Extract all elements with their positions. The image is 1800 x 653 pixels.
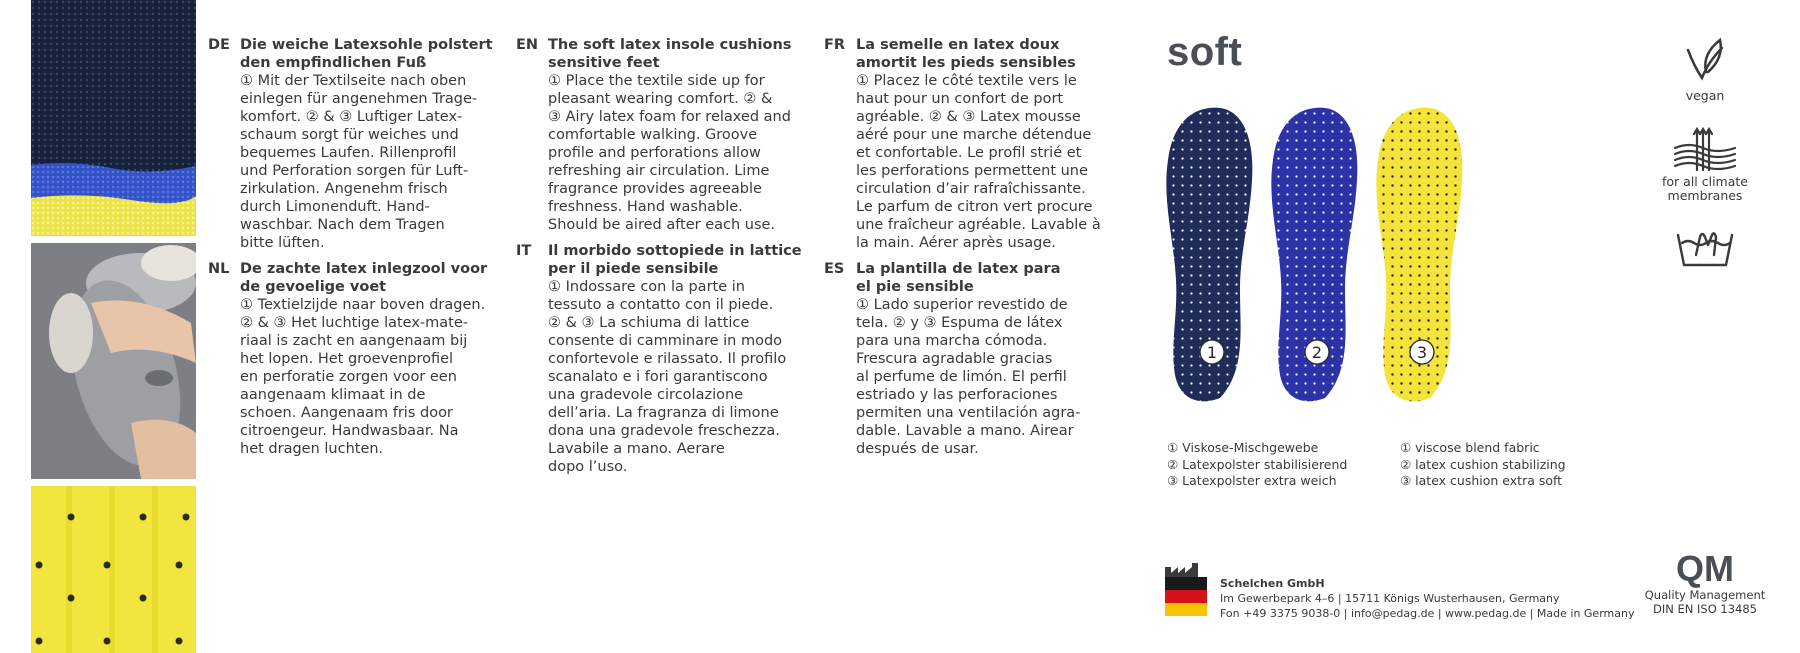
legend-item: ① viscose blend fabric [1400,440,1540,455]
section-nl [208,260,498,458]
legend-item: ① Viskose-Mischgewebe [1167,440,1319,455]
section-title: De zachte latex inlegzool voor de gevoelige voet [240,261,488,295]
qm-line1: Quality Management [1644,588,1766,602]
section-body: ① Mit der Textilseite nach oben einlegen für angenehmen Trage- komfort. ② & ③ Luftiger Latex- schaum sorgt für weiches und bequemes Laufen. Rillenprofil und Perforation sorgen für Luft- zirkulation. Angenehm frisch durch Limonenduft. Hand- waschbar. Nach dem Tragen bitte lüften. [240,73,478,251]
hands-image [31,243,196,479]
photo-hands-insole [31,243,196,479]
german-flag-factory-icon [1165,563,1210,617]
company-contact: Fon +49 3375 9038-0 | info@pedag.de | www.pedag.de | Made in Germany [1220,607,1635,620]
legend-item: ③ Latexpolster extra weich [1167,473,1337,488]
lang-code: DE [208,37,230,53]
section-body: ① Place the textile side up for pleasant wearing comfort. ② & ③ Airy latex foam for relaxed and comfortable walking. Groove profile and perforations allow refreshing air circulation. Lime fragrance provides agreeable freshness. Hand washable. Should be aired after each use. [548,73,791,233]
perforation-image [31,486,196,653]
section-fr [824,36,1114,252]
section-title: Die weiche Latexsohle polstert den empfindlichen Fuß [240,37,493,71]
insole-number-badge-2 [1305,340,1329,364]
legend-german [1167,440,1347,490]
brand-title: soft [1167,30,1243,74]
lang-code: FR [824,37,846,53]
vegan-badge [1660,32,1750,103]
section-title: Il morbido sottopiede in lattice per il piede sensibile [548,243,802,277]
quality-management-badge [1630,550,1780,616]
legend-item: ③ latex cushion extra soft [1400,473,1563,488]
lang-code: NL [208,261,230,277]
company-address: Im Gewerbepark 4–6 | 15711 Königs Wusterhausen, Germany [1220,592,1560,605]
insole-illustration [1160,100,1500,410]
section-title: The soft latex insole cushions sensitive feet [548,37,792,71]
section-body: ① Indossare con la parte in tessuto a contatto con il piede. ② & ③ La schiuma di lattice consente di camminare in modo confortevole e rilassato. Il profilo scanalato e i fori garantiscono una gradevole circolazione dell’aria. La fragranza di limone dona una gradevole freschezza. Lavabile a mano. Aerare dopo l’uso. [548,279,787,475]
text-column-3 [824,36,1114,458]
section-en [516,36,806,234]
photo-yellow-perforated [31,486,196,653]
section-body: ① Lado superior revestido de tela. ② y ③ Espuma de látex para una marcha cómoda. Frescura agradable gracias al perfume de limón. El perfil estriado y las perforaciones permiten una ventilación agra- dable. Lavable a mano. Airear después de usar. [856,297,1081,457]
lang-code: EN [516,37,539,53]
leaf-icon [1678,32,1732,86]
section-es [824,260,1114,458]
climate-label: for all climate membranes [1662,174,1748,203]
insole-number-badge-1 [1200,340,1224,364]
company-info [1220,576,1634,621]
text-column-2 [516,36,806,476]
lang-code: ES [824,261,845,277]
insole-number-badge-3 [1410,340,1434,364]
text-column-1 [208,36,498,458]
svg-text:1: 1 [1206,343,1218,362]
hand-wash-icon [1674,225,1736,269]
section-body: ① Textielzijde naar boven dragen. ② & ③ Het luchtige latex-mate- riaal is zacht en aangenaam bij het lopen. Het groevenprofiel en perforatie zorgen voor een aangenaam klimaat in de schoen. Aangenaam fris door citroengeur. Handwasbaar. Na het dragen luchten. [240,297,486,457]
section-title: La plantilla de latex para el pie sensible [856,261,1061,295]
section-it [516,242,806,476]
svg-text:2: 2 [1311,343,1323,362]
hand-wash-badge [1660,225,1750,272]
texture-image [31,0,196,236]
legend-item: ② Latexpolster stabilisierend [1167,456,1348,472]
qm-line2: DIN EN ISO 13485 [1652,602,1757,616]
svg-text:3: 3 [1416,343,1428,362]
legend-english [1400,440,1566,490]
vegan-label: vegan [1685,88,1725,103]
company-name: Schelchen GmbH [1220,577,1325,590]
qm-logo: QM [1676,548,1734,589]
section-body: ① Placez le côté textile vers le haut pour un confort de port agréable. ② & ③ Latex mousse aéré pour une marche détendue et confortable. Le profil strié et les perforations permettent une circulation d’air rafraîchissante. Le parfum de citron vert procure une fraîcheur agréable. Lavable à la main. Aérer après usage. [856,73,1101,251]
climate-badge [1660,126,1750,203]
photo-latex-texture [31,0,196,236]
legend-item: ② latex cushion stabilizing [1400,456,1566,472]
section-title: La semelle en latex doux amortit les pieds sensibles [856,37,1076,71]
membrane-icon [1669,126,1741,172]
section-de [208,36,498,252]
lang-code: IT [516,243,532,259]
